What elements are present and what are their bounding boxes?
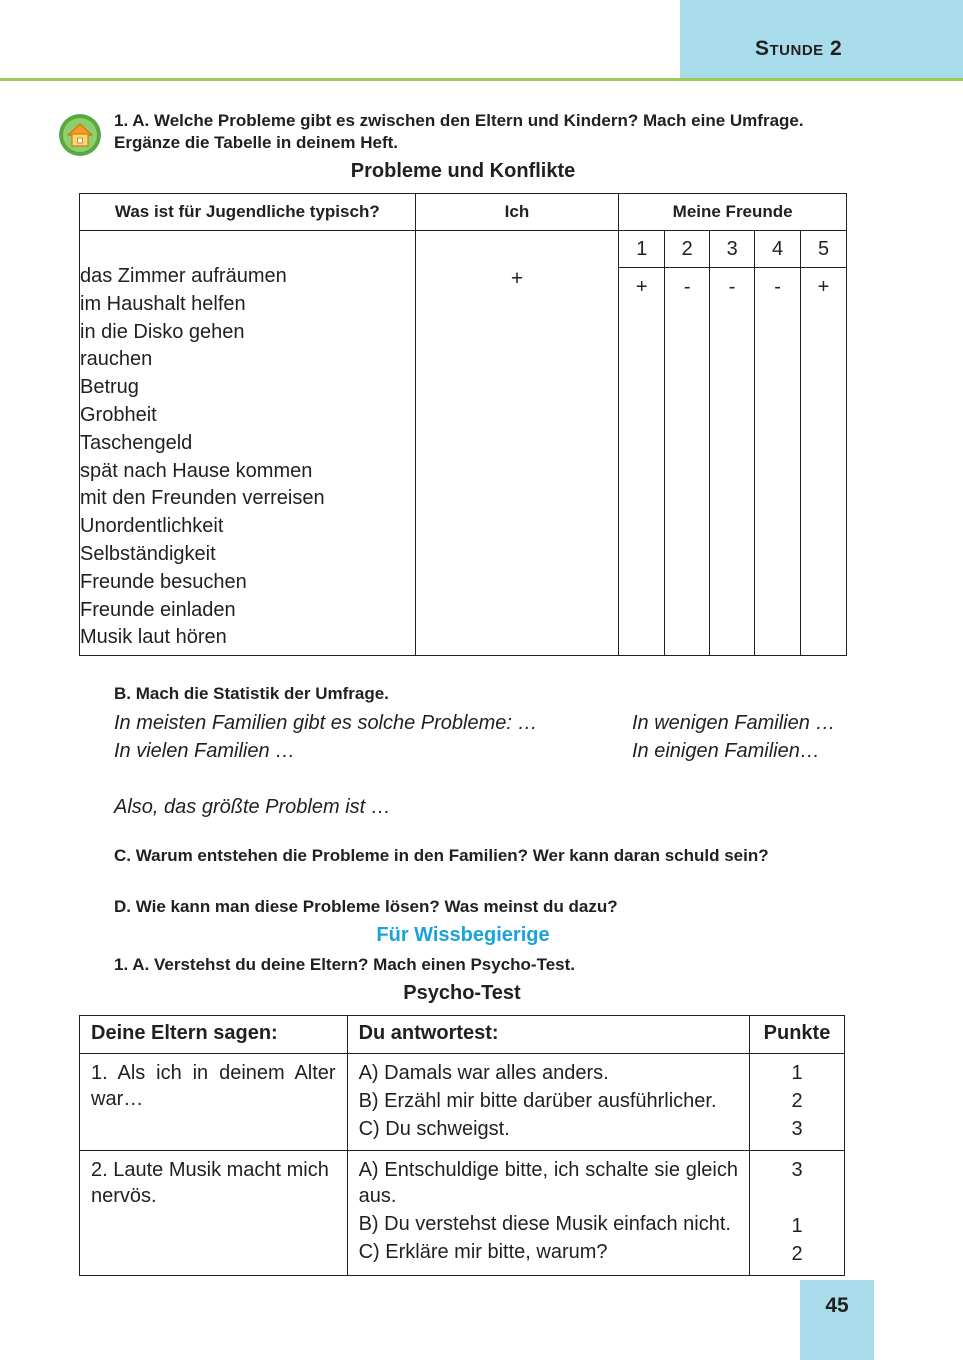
lesson-label: Stunde 2	[755, 37, 843, 60]
column-header-typical: Was ist für Jugendliche typisch?	[80, 194, 416, 231]
taskB-line1-left: In meisten Familien gibt es solche Probleme: …	[114, 712, 538, 734]
table1-title: Probleme und Konflikte	[350, 160, 576, 182]
friend-mark: +	[619, 268, 665, 656]
list-item: Freunde einladen	[80, 598, 236, 621]
points-value: 1	[791, 1062, 803, 1084]
section-title: Für Wissbegierige	[376, 924, 550, 946]
table-row	[80, 1151, 845, 1276]
column-header-friends: Meine Freunde	[619, 194, 847, 231]
taskB-conclusion: Also, das größte Problem ist …	[114, 796, 391, 818]
answers-cell	[347, 1054, 749, 1151]
items-list	[80, 231, 415, 655]
answer-option: C) Du schweigst.	[358, 1118, 510, 1140]
list-item: rauchen	[80, 348, 153, 371]
list-item: Grobheit	[80, 403, 157, 426]
points-value: 3	[791, 1159, 803, 1181]
friend-mark: +	[801, 268, 847, 656]
taskD-heading: D. Wie kann man diese Probleme lösen? Was meinst du dazu?	[114, 897, 618, 916]
friend-mark: -	[665, 268, 710, 656]
table-row	[80, 1054, 845, 1151]
answer-option: A) Entschuldige bitte, ich schalte sie gleich aus.	[358, 1159, 738, 1207]
ich-mark: +	[415, 231, 619, 656]
list-item: Selbständigkeit	[80, 542, 216, 565]
prompt-cell: 1. Als ich in deinem Alter war…	[80, 1054, 348, 1151]
list-item: mit den Freunden verreisen	[80, 487, 325, 510]
items-cell	[80, 231, 416, 656]
points-value: 2	[791, 1090, 803, 1112]
friend-mark: -	[755, 268, 801, 656]
table2-title: Psycho-Test	[403, 982, 521, 1004]
taskB-heading: B. Mach die Statistik der Umfrage.	[114, 684, 389, 703]
list-item: das Zimmer aufräumen	[80, 265, 287, 287]
answer-option: C) Erkläre mir bitte, warum?	[358, 1241, 608, 1263]
points-value: 2	[791, 1243, 803, 1265]
friend-number: 3	[710, 231, 755, 268]
extra-heading: 1. A. Verstehst du deine Eltern? Mach einen Psycho-Test.	[114, 955, 576, 974]
answer-option: A) Damals war alles anders.	[358, 1062, 609, 1084]
taskB-line2-right: In einigen Familien…	[632, 740, 820, 762]
points-value: 3	[791, 1118, 803, 1140]
taskB-line1-right: In wenigen Familien …	[632, 712, 836, 734]
problems-table	[79, 193, 847, 656]
friend-number: 5	[801, 231, 847, 268]
list-item: Freunde besuchen	[80, 570, 247, 593]
friend-number: 1	[619, 231, 665, 268]
psycho-test-table	[79, 1015, 845, 1276]
column-header-ich: Ich	[415, 194, 619, 231]
list-item: Taschengeld	[80, 431, 193, 454]
page-number: 45	[825, 1294, 849, 1317]
friend-number: 4	[755, 231, 801, 268]
task1-heading-line2: Ergänze die Tabelle in deinem Heft.	[114, 133, 399, 152]
column-header-parents: Deine Eltern sagen:	[80, 1016, 348, 1054]
friend-number: 2	[665, 231, 710, 268]
points-value: 1	[791, 1215, 803, 1237]
list-item: im Haushalt helfen	[80, 292, 246, 315]
header-divider	[0, 78, 963, 81]
list-item: Unordentlichkeit	[80, 515, 224, 538]
task1-heading-line1: 1. A. Welche Probleme gibt es zwischen den Eltern und Kindern? Mach eine Umfrage.	[114, 111, 804, 130]
prompt-cell: 2. Laute Musik macht mich nervös.	[80, 1151, 348, 1276]
column-header-points: Punkte	[750, 1016, 845, 1054]
answer-option: B) Du verstehst diese Musik einfach nicht.	[358, 1213, 731, 1235]
taskB-line2-left: In vielen Familien …	[114, 740, 296, 762]
answer-option: B) Erzähl mir bitte darüber ausführlicher.	[358, 1090, 717, 1112]
answers-cell	[347, 1151, 749, 1276]
list-item: Musik laut hören	[80, 626, 227, 649]
points-cell	[750, 1054, 845, 1151]
list-item: Betrug	[80, 376, 139, 399]
list-item: in die Disko gehen	[80, 320, 245, 343]
list-item: spät nach Hause kommen	[80, 459, 313, 482]
friend-mark: -	[710, 268, 755, 656]
column-header-answer: Du antwortest:	[347, 1016, 749, 1054]
page-number-band	[800, 1280, 874, 1360]
taskC-heading: C. Warum entstehen die Probleme in den Familien? Wer kann daran schuld sein?	[114, 846, 769, 865]
home-icon	[58, 113, 102, 157]
points-cell	[750, 1151, 845, 1276]
task1-heading	[114, 110, 854, 154]
